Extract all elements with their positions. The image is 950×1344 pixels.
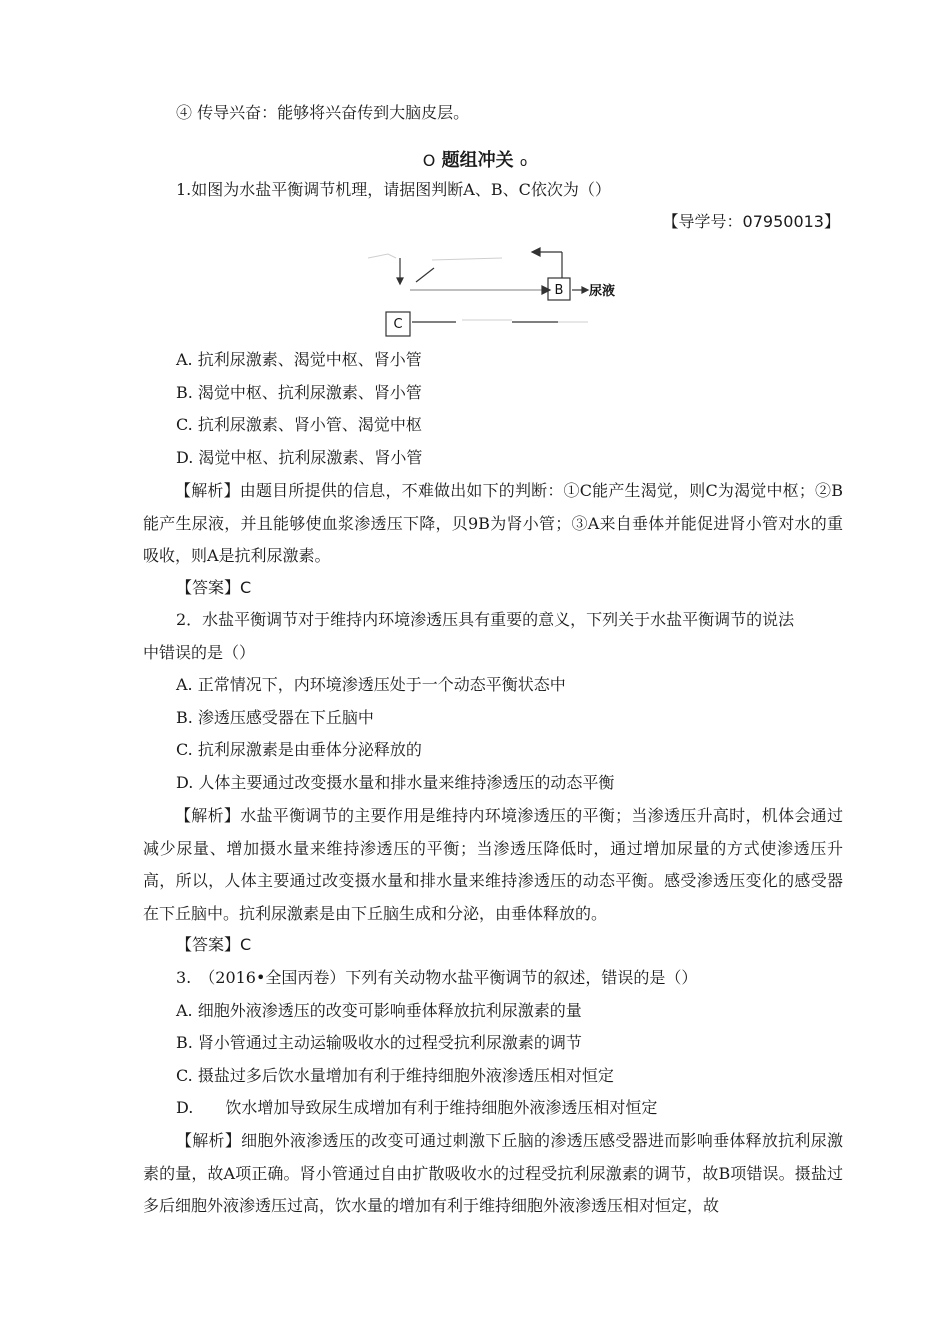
doc-number: 【导学号：07950013】 <box>662 212 840 231</box>
feedback-arrow-head <box>532 248 540 256</box>
q1-option-d: D. 渴觉中枢、抗利尿激素、肾小管 <box>176 448 423 467</box>
q3-option-d: D. 饮水增加导致尿生成增加有利于维持细胞外液渗透压相对恒定 <box>176 1098 658 1117</box>
q2-option-d: D. 人体主要通过改变摄水量和排水量来维持渗透压的动态平衡 <box>176 773 615 792</box>
section-title <box>0 146 950 172</box>
analysis-text: 由题目所提供的信息，不难做出如下的判断：①C能产生渴觉，则C为渴觉中枢；②B能产生尿液，并且能够使血浆渗透压下降，贝9B为肾小管；③A来自垂体并能促进肾小管对水的重吸收，则A是抗利尿激素。 <box>143 481 843 565</box>
faded-label-top <box>432 258 502 260</box>
urine-arrow-head <box>582 287 588 293</box>
intro-item: ④ 传导兴奋：能够将兴奋传到大脑皮层。 <box>176 103 470 122</box>
q1-analysis <box>143 475 843 573</box>
q2-option-a: A. 正常情况下，内环境渗透压处于一个动态平衡状态中 <box>176 675 566 694</box>
circle-icon: O <box>422 151 436 170</box>
q2-option-b: B. 渗透压感受器在下丘脑中 <box>176 708 374 727</box>
faded-label-top-left <box>368 254 396 258</box>
q3-option-a: A. 细胞外液渗透压的改变可影响垂体释放抗利尿激素的量 <box>176 1001 582 1020</box>
q2-stem-line2: 中错误的是（） <box>143 643 256 662</box>
analysis-text: 水盐平衡调节的主要作用是维持内环境渗透压的平衡；当渗透压升高时，机体会通过减少尿量、增加摄水量来维持渗透压的平衡；当渗透压降低时，通过增加尿量的方式使渗透压升高，所以，人体主要通过改变摄水量和排水量来维持渗透压的动态平衡。感受渗透压变化的感受器在下丘脑中。抗利尿激素是由下丘脑生成和分泌，由垂体释放的。 <box>143 806 843 923</box>
analysis-tag: 【解析】 <box>175 806 241 825</box>
q1-answer: 【答案】C <box>176 578 252 597</box>
analysis-tag: 【解析】 <box>175 481 240 500</box>
box-c-label: C <box>393 317 403 332</box>
q3-option-b: B. 肾小管通过主动运输吸收水的过程受抗利尿激素的调节 <box>176 1033 582 1052</box>
q2-answer: 【答案】C <box>176 935 252 954</box>
q2-analysis <box>143 800 843 930</box>
q1-stem: 1.如图为水盐平衡调节机理，请据图判断A、B、C依次为（） <box>176 180 611 199</box>
q3-option-c: C. 摄盐过多后饮水量增加有利于维持细胞外液渗透压相对恒定 <box>176 1066 614 1085</box>
q2-option-c: C. 抗利尿激素是由垂体分泌释放的 <box>176 740 422 759</box>
arrow-head-to-b <box>542 286 550 294</box>
urine-label: 尿液 <box>589 284 616 299</box>
q1-option-b: B. 渴觉中枢、抗利尿激素、肾小管 <box>176 383 422 402</box>
box-b-label: B <box>554 283 564 298</box>
small-circle-icon: o <box>519 155 528 169</box>
q1-option-a: A. 抗利尿激素、渴觉中枢、肾小管 <box>176 350 422 369</box>
q2-stem-line1: 2．水盐平衡调节对于维持内环境渗透压具有重要的意义，下列关于水盐平衡调节的说法 <box>176 610 795 629</box>
q3-stem: 3. （2016•全国丙卷）下列有关动物水盐平衡调节的叙述，错误的是（） <box>176 968 698 987</box>
analysis-text: 细胞外液渗透压的改变可通过刺激下丘脑的渗透压感受器进而影响垂体释放抗利尿激素的量，故A项正确。肾小管通过自由扩散吸收水的过程受抗利尿激素的调节，故B项错误。摄盐过多后细胞外液渗透压过高，饮水量的增加有利于维持细胞外液渗透压相对恒定，故 <box>143 1131 843 1215</box>
analysis-tag: 【解析】 <box>176 1131 242 1150</box>
water-salt-diagram <box>362 240 616 340</box>
arrow-head-a <box>397 278 403 284</box>
section-title-text: 题组冲关 <box>441 150 514 171</box>
q3-analysis <box>143 1125 843 1223</box>
q1-option-c: C. 抗利尿激素、肾小管、渴觉中枢 <box>176 415 422 434</box>
arrow-line-diagonal <box>416 268 434 282</box>
